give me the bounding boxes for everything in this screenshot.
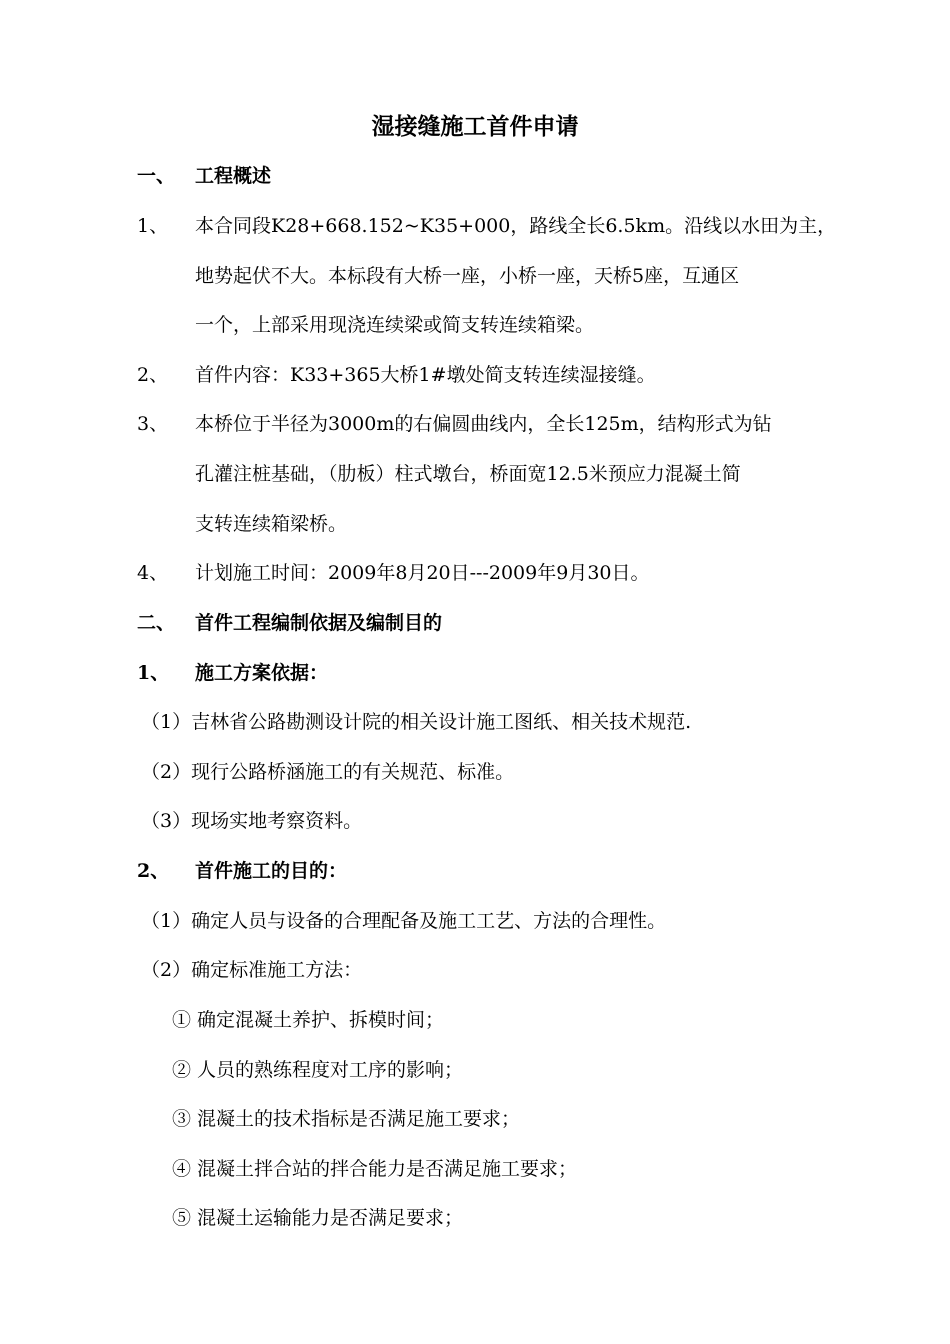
section-title: 工程概述 (195, 165, 272, 187)
paragraph-line: ② 人员的熟练程度对工序的影响； (172, 1059, 464, 1081)
paragraph-line: （2）现行公路桥涵施工的有关规范、标准。 (141, 761, 515, 783)
paragraph-line: ⑤ 混凝土运输能力是否满足要求； (172, 1207, 464, 1229)
list-item-continuation (0, 509, 950, 539)
section-heading-1 (0, 161, 950, 191)
section-number: 二、 (137, 612, 176, 634)
list-item (0, 211, 950, 241)
list-item (0, 558, 950, 588)
subsection-heading-2 (0, 856, 950, 886)
paragraph-line: 支转连续箱梁桥。 (195, 513, 348, 535)
list-item-continuation (0, 261, 950, 291)
sub-list-item (0, 1005, 950, 1035)
paragraph-line: 地势起伏不大。本标段有大桥一座，小桥一座，天桥5座，互通区 (195, 265, 740, 287)
list-item (0, 360, 950, 390)
list-item (0, 806, 950, 836)
paragraph-line: 首件内容：K33+365大桥1#墩处简支转连续湿接缝。 (195, 364, 656, 386)
subsection-number: 1、 (137, 662, 170, 684)
paragraph-line: 计划施工时间：2009年8月20日---2009年9月30日。 (195, 562, 650, 584)
list-item (0, 906, 950, 936)
page-title: 湿接缝施工首件申请 (371, 113, 579, 140)
paragraph-line: 孔灌注桩基础，（肋板）柱式墩台，桥面宽12.5米预应力混凝土简 (195, 463, 741, 485)
list-item (0, 707, 950, 737)
item-number: 4、 (137, 562, 169, 584)
list-item-continuation (0, 310, 950, 340)
subsection-number: 2、 (137, 860, 170, 882)
sub-list-item (0, 1154, 950, 1184)
sub-list-item (0, 1203, 950, 1233)
list-item (0, 955, 950, 985)
sub-list-item (0, 1055, 950, 1085)
list-item-continuation (0, 459, 950, 489)
paragraph-line: （2）确定标准施工方法： (141, 959, 363, 981)
section-heading-2 (0, 608, 950, 638)
item-number: 2、 (137, 364, 169, 386)
paragraph-line: （3）现场实地考察资料。 (141, 810, 363, 832)
paragraph-line: （1）吉林省公路勘测设计院的相关设计施工图纸、相关技术规范. (141, 711, 692, 733)
section-number: 一、 (137, 165, 176, 187)
paragraph-line: ③ 混凝土的技术指标是否满足施工要求； (172, 1108, 521, 1130)
item-number: 3、 (137, 413, 169, 435)
subsection-title: 首件施工的目的： (195, 860, 348, 882)
list-item (0, 757, 950, 787)
paragraph-line: ④ 混凝土拌合站的拌合能力是否满足施工要求； (172, 1158, 578, 1180)
subsection-title: 施工方案依据： (195, 662, 329, 684)
paragraph-line: ① 确定混凝土养护、拆模时间； (172, 1009, 445, 1031)
subsection-heading-1 (0, 658, 950, 688)
paragraph-line: 本桥位于半径为3000m的右偏圆曲线内，全长125m，结构形式为钻 (195, 413, 772, 435)
sub-list-item (0, 1104, 950, 1134)
paragraph-line: 本合同段K28+668.152~K35+000，路线全长6.5km。沿线以水田为主， (195, 215, 837, 237)
paragraph-line: 一个，上部采用现浇连续梁或简支转连续箱梁。 (195, 314, 595, 336)
paragraph-line: （1）确定人员与设备的合理配备及施工工艺、方法的合理性。 (141, 910, 667, 932)
list-item (0, 409, 950, 439)
section-title: 首件工程编制依据及编制目的 (195, 612, 443, 634)
item-number: 1、 (137, 215, 169, 237)
